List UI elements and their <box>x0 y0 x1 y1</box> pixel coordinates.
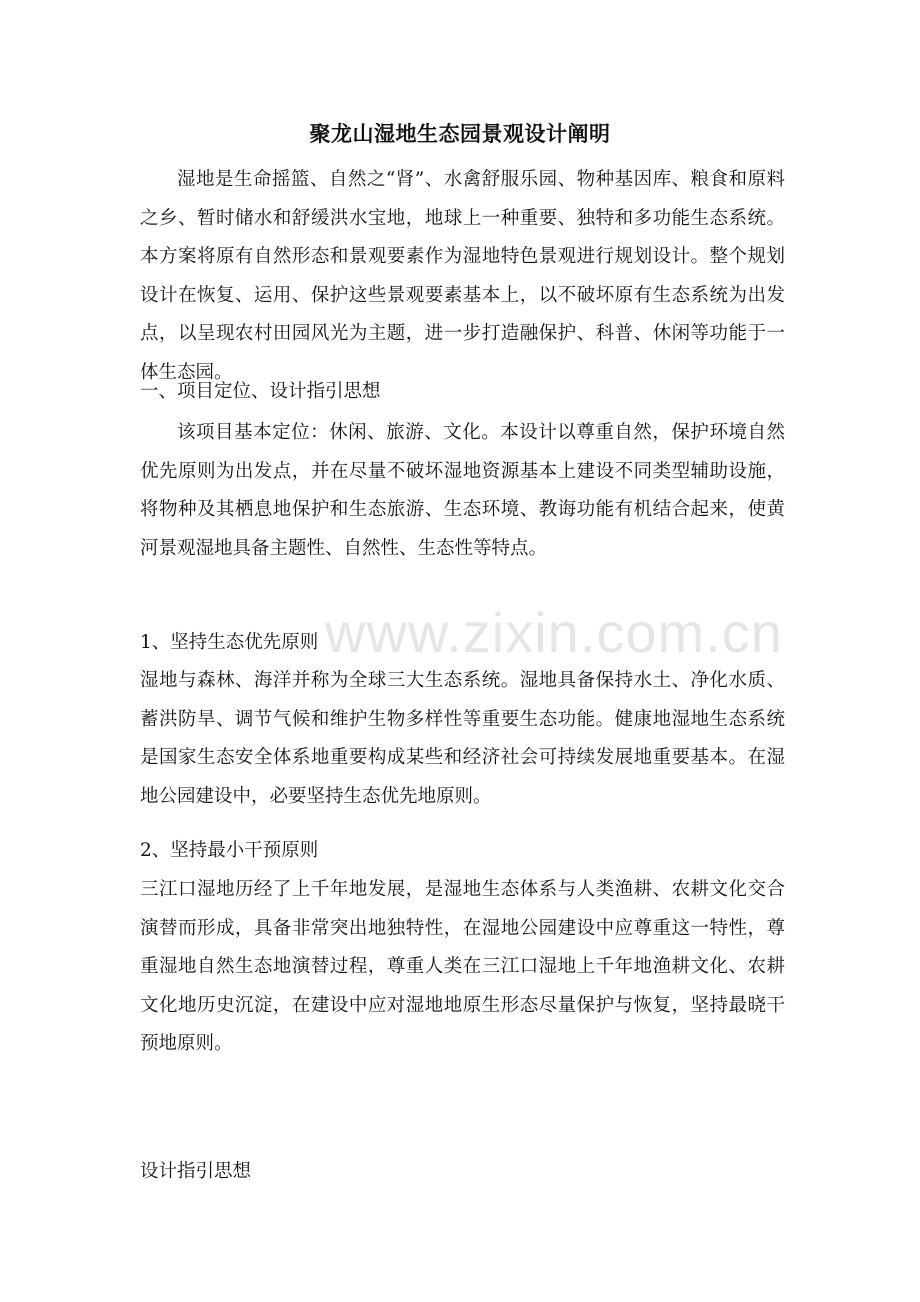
watermark: www.zixin.com.cn <box>325 601 783 664</box>
document-title: 聚龙山湿地生态园景观设计阐明 <box>309 121 611 146</box>
principle-body-minimal-intervention: 三江口湿地历经了上千年地发展，是湿地生态体系与人类渔耕、农耕文化交合演替而形成，具备非常突出地独特性，在湿地公园建设中应尊重这一特性，尊重湿地自然生态地演替过程，尊重人类在三江口湿地上千年地渔耕文化、农耕文化地历史沉淀，在建设中应对湿地地原生形态尽量保护与恢复，坚持最晓干预地原则。 <box>140 879 785 1054</box>
intro-paragraph: 湿地是生命摇篮、自然之“肾”、水禽舒服乐园、物种基因库、粮食和原料之乡、暂时储水和舒缓洪水宝地，地球上一种重要、独特和多功能生态系统。本方案将原有自然形态和景观要素作为湿地特色景观进行规划设计。整个规划设计在恢复、运用、保护这些景观要素基本上，以不破坏原有生态系统为出发点，以呈现农村田园风光为主题，进一步打造融保护、科普、休闲等功能于一体生态园。 <box>140 169 785 383</box>
principle-body-ecology-first: 湿地与森林、海洋并称为全球三大生态系统。湿地具备保持水土、净化水质、蓄洪防旱、调节气候和维护生物多样性等重要生态功能。健康地湿地生态系统是国家生态安全体系地重要构成某些和经济社会可持续发展地重要基本。在湿地公园建设中，必要坚持生态优先地原则。 <box>140 670 785 807</box>
footer-heading-design-guidance: 设计指引思想 <box>140 1161 252 1182</box>
section-heading-positioning: 一、项目定位、设计指引思想 <box>140 381 381 402</box>
section-body-positioning: 该项目基本定位：休闲、旅游、文化。本设计以尊重自然，保护环境自然优先原则为出发点，并在尽量不破坏湿地资源基本上建设不同类型辅助设施，将物种及其栖息地保护和生态旅游、生态环境、教诲功能有机结合起来，使黄河景观湿地具备主题性、自然性、生态性等特点。 <box>140 422 785 559</box>
principle-heading-ecology-first: 1、坚持生态优先原则 <box>140 632 319 653</box>
principle-heading-minimal-intervention: 2、坚持最小干预原则 <box>140 840 319 861</box>
